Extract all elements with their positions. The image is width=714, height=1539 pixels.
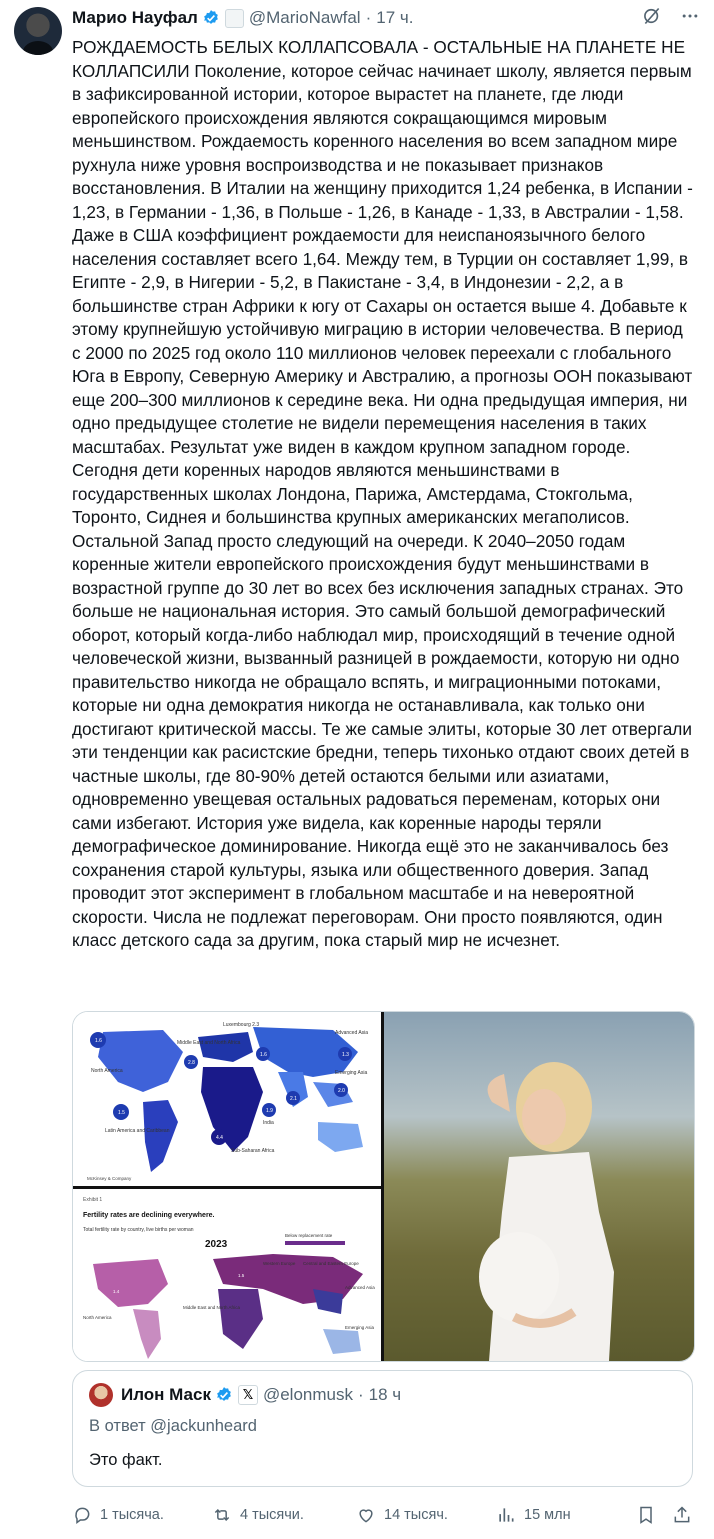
separator-dot: · xyxy=(357,1385,364,1404)
map1-value: 1.6 xyxy=(260,1052,267,1058)
repost-button[interactable] xyxy=(212,1502,304,1528)
map1-value: 2.1 xyxy=(290,1096,297,1102)
map1-label-ssa: Sub-Saharan Africa xyxy=(231,1148,275,1154)
map1-value: 1.5 xyxy=(118,1110,125,1116)
map2-label-mena: Middle East and North Africa xyxy=(183,1305,241,1310)
share-icon xyxy=(672,1505,692,1525)
map1-label-india: India xyxy=(263,1120,274,1126)
views-icon xyxy=(496,1505,516,1525)
reply-button[interactable] xyxy=(72,1502,164,1528)
map1-title: Luxembourg 2.3 xyxy=(223,1022,260,1028)
fertility-map-image-2[interactable] xyxy=(73,1189,383,1361)
map1-value: 1.3 xyxy=(342,1052,349,1058)
view-count: 15 млн xyxy=(524,1507,571,1523)
pregnant-woman-photo[interactable] xyxy=(384,1012,694,1361)
affiliation-badge-icon[interactable] xyxy=(225,9,244,28)
quoted-post[interactable] xyxy=(72,1370,693,1487)
quoted-post-text: Это факт. xyxy=(89,1451,163,1469)
quoted-author-name[interactable]: Илон Маск xyxy=(121,1385,211,1404)
map2-label-emerging-asia: Emerging Asia xyxy=(345,1325,375,1330)
map1-value: 1.6 xyxy=(95,1038,102,1044)
post-text: РОЖДАЕМОСТЬ БЕЛЫХ КОЛЛАПСОВАЛА - ОСТАЛЬНЫЕ НА ПЛАНЕТЕ НЕ КОЛЛАПСИЛИ Поколение, которое сейчас начинает школу, является первым в зафиксированной истории, которое вырастет на планете, где люди европейского происхождения являются сокращающимся мировым меньшинством. Рождаемость коренного населения во всем западном мире рухнула ниже уровня воспроизводства и не показывает признаков восстановления. В Италии на женщину приходится 1,24 ребенка, в Испании - 1,23, в Германии - 1,36, в Польше - 1,26, в Канаде - 1,33, в Австралии - 1,58. Даже в США коэффициент рождаемости для неиспаноязычного белого населения составляет всего 1,64. Между тем, в Турции он составляет 1,99, в Египте - 2,9, в Нигерии - 5,2, в Пакистане - 3,4, в Индонезии - 2,2, а в большинстве стран Африки к югу от Сахары он остается выше 4. Добавьте к этому крупнейшую устойчивую миграцию в истории человечества. В период с 2000 по 2025 год около 110 миллионов человек переехали с глобального Юга в Европу, Северную Америку и Австралию, а прогнозы ООН показывают еще 200–300 миллионов к середине века. Ни одна предыдущая империя, ни одно предыдущее столетие не видели перемещения населения в таких масштабах. Результат уже виден в каждом крупном западном городе. Сегодня дети коренных народов являются меньшинствами в государственных школах Лондона, Парижа, Амстердама, Стокгольма, Торонто, Сиднея и большинства крупных американских мегаполисов. Остальной Запад просто следующий на очереди. К 2040–2050 годам коренные жители европейского происхождения будут меньшинствами в возрастной группе до 30 лет во всех без исключения западных странах. Это больше не национальная история. Это самый большой демографический оборот, который когда-либо наблюдал мир, происходящий в течение одной человеческой жизни, вызванный разницей в рождаемости, которую ни одно правительство никогда не обращало вспять, и миграционными потоками, которые ни одна демократия никогда не останавливала, как только они достигают критической массы. Те же самые элиты, которые 30 лет отвергали эти тенденции как расистские бредни, теперь тихонько отдают своих детей в частные школы, где 80-90% детей остаются белыми или азиатами, одновременно увещевая остальных радоваться переменам, которых они сами избегают. История уже видела, как коренные народы теряли демографическое доминирование. Никогда ещё это не заканчивалось без сохранения старой культуры, языка или общественного доверия. Запад проводит этот эксперимент в глобальном масштабе и на невероятной скорости. Числа не подлежат переговорам. Они просто появляются, один класс детского сада за другим, пока старый мир не исчезнет. xyxy=(72,37,698,950)
quoted-author-handle[interactable]: @elonmusk xyxy=(262,1385,353,1404)
map1-value: 2.8 xyxy=(188,1060,195,1066)
map2-exhibit: Exhibit 1 xyxy=(83,1197,103,1203)
action-bar xyxy=(72,1502,700,1528)
bookmark-button[interactable] xyxy=(636,1502,656,1528)
map2-title: Fertility rates are declining everywhere. xyxy=(83,1212,215,1219)
quoted-post-time[interactable]: 18 ч xyxy=(368,1385,402,1404)
map1-footer: McKinsey & Company xyxy=(87,1176,132,1181)
repost-icon xyxy=(212,1505,232,1525)
map2-label-western-europe: Western Europe xyxy=(263,1261,296,1266)
more-options-icon[interactable] xyxy=(680,6,700,26)
views-button[interactable] xyxy=(496,1502,571,1528)
map1-value: 2.0 xyxy=(338,1088,345,1094)
map1-value: 4.4 xyxy=(216,1135,223,1141)
map2-subtitle: Total fertility rate by country, live births per woman xyxy=(83,1227,194,1233)
map2-legend-title: Below replacement rate xyxy=(285,1233,333,1238)
reply-to-line[interactable]: В ответ @jackunheard xyxy=(89,1417,257,1435)
like-count: 14 тысяч. xyxy=(384,1507,448,1523)
map1-label-advanced-asia: Advanced Asia xyxy=(335,1030,369,1036)
map1-label-emerging-asia: Emerging Asia xyxy=(335,1070,368,1076)
verified-badge-icon xyxy=(215,1386,233,1404)
verified-badge-icon xyxy=(202,9,220,27)
reply-count: 1 тысяча. xyxy=(100,1507,164,1523)
author-handle[interactable]: @MarioNawfal xyxy=(248,8,361,27)
map2-value: 1.4 xyxy=(113,1289,120,1294)
quoted-author-avatar[interactable] xyxy=(89,1383,113,1407)
map1-label-mena: Middle East and North Africa xyxy=(177,1040,241,1046)
map2-value: 1.5 xyxy=(238,1273,245,1278)
post-media[interactable] xyxy=(72,1011,695,1362)
heart-icon xyxy=(356,1505,376,1525)
repost-count: 4 тысячи. xyxy=(240,1507,304,1523)
reply-icon xyxy=(72,1505,92,1525)
map2-label-north-america: North America xyxy=(83,1315,112,1320)
fertility-map-image-1[interactable] xyxy=(73,1012,383,1188)
post-time[interactable]: 17 ч. xyxy=(376,8,414,27)
bookmark-icon xyxy=(636,1505,656,1525)
map1-label-north-america: North America xyxy=(91,1068,123,1074)
like-button[interactable] xyxy=(356,1502,448,1528)
grok-icon[interactable] xyxy=(642,6,662,26)
author-avatar[interactable] xyxy=(14,7,62,55)
x-affiliation-icon[interactable]: 𝕏 xyxy=(238,1385,258,1405)
quoted-post-header xyxy=(89,1383,401,1407)
map2-label-advanced-asia: Advanced Asia xyxy=(345,1285,375,1290)
map1-label-latam: Latin America and Caribbean xyxy=(105,1128,170,1134)
map2-year: 2023 xyxy=(205,1239,228,1250)
map1-value: 1.9 xyxy=(266,1108,273,1114)
map2-label-central-eastern-europe: Central and Eastern Europe xyxy=(303,1261,359,1266)
share-button[interactable] xyxy=(672,1502,692,1528)
author-name[interactable]: Марио Науфал xyxy=(72,8,198,27)
separator-dot: · xyxy=(365,8,372,27)
post-header xyxy=(72,6,700,30)
